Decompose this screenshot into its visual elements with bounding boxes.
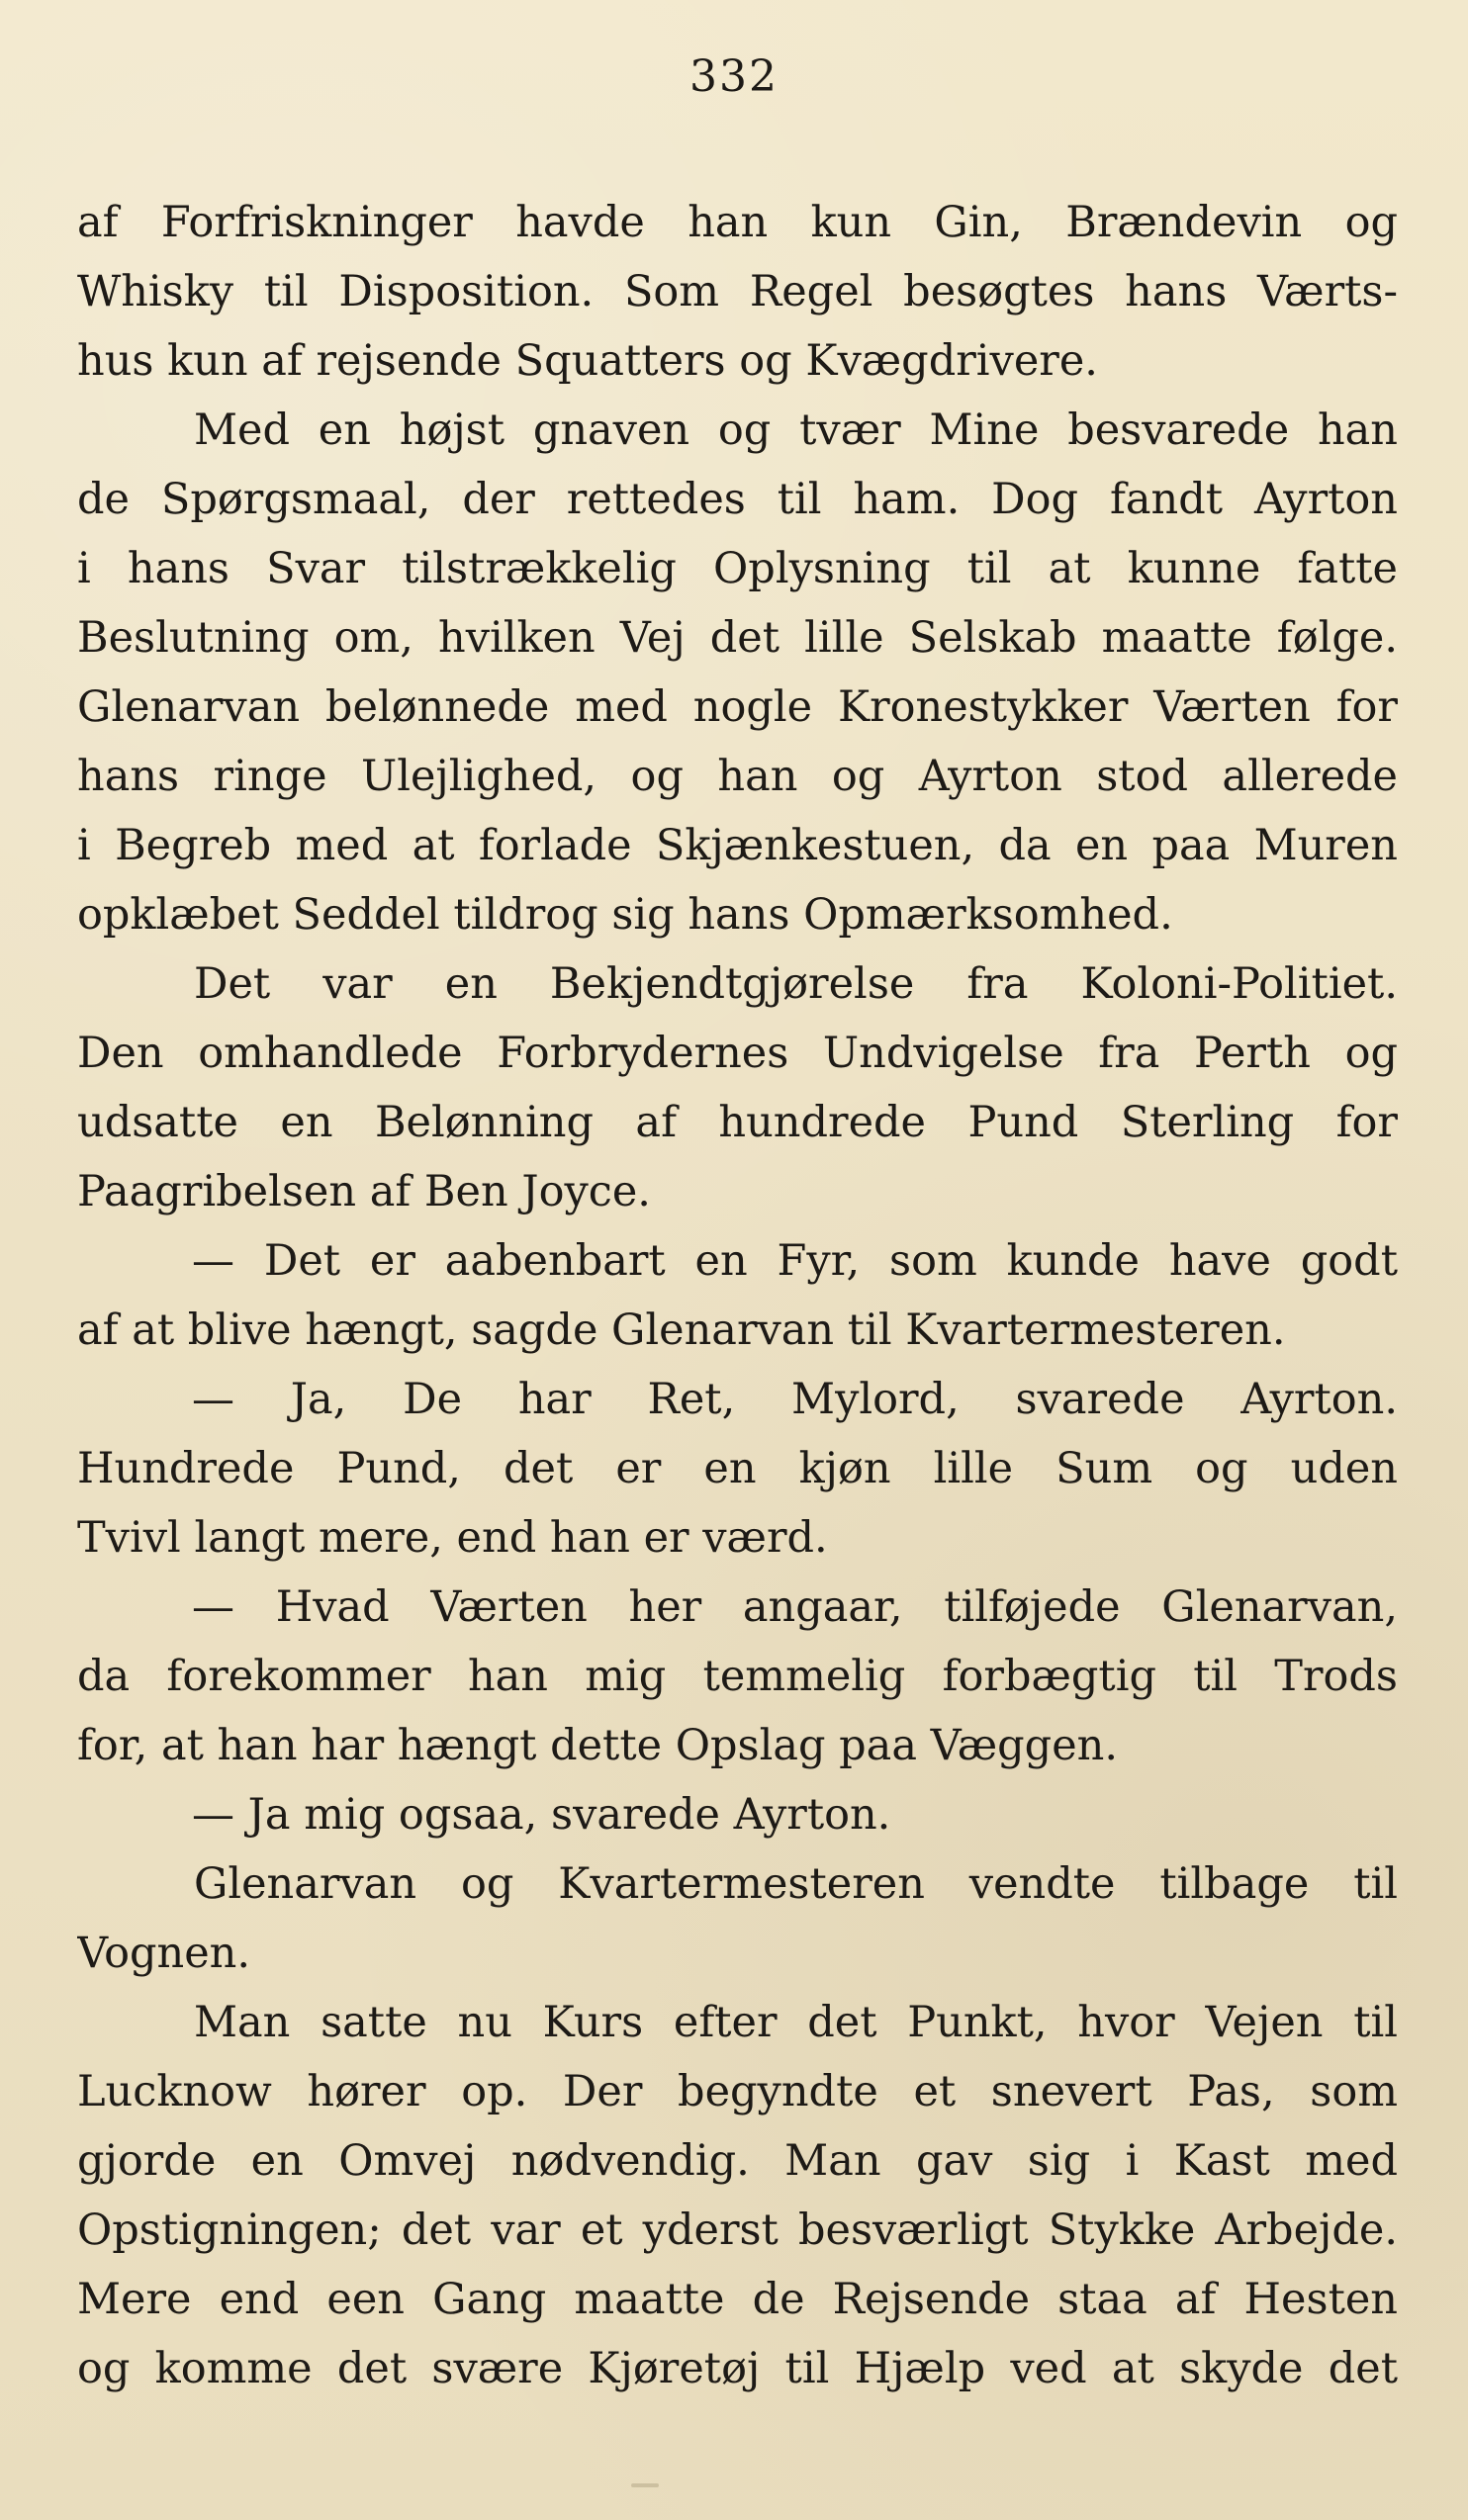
text-line: Opstigningen; det var et yderst besværligt Stykke Arbejde. (77, 2205, 1398, 2255)
paper-mark (631, 2483, 659, 2487)
text-line: Whisky til Disposition. Som Regel besøgtes hans Værts- (77, 267, 1398, 316)
text-line: Hundrede Pund, det er en kjøn lille Sum og uden (77, 1444, 1398, 1493)
text-line: for, at han har hængt dette Opslag paa Væggen. (77, 1721, 1119, 1770)
text-line: Den omhandlede Forbrydernes Undvigelse fra Perth og (77, 1029, 1398, 1078)
text-line: i hans Svar tilstrækkelig Oplysning til at kunne fatte (77, 544, 1398, 593)
text-line: og komme det svære Kjøretøj til Hjælp ved at skyde det (77, 2344, 1398, 2393)
text-line: — Det er aabenbart en Fyr, som kunde have godt (192, 1236, 1398, 1286)
text-line: hus kun af rejsende Squatters og Kvægdrivere. (77, 336, 1098, 386)
text-line: Glenarvan belønnede med nogle Kronestykker Værten for (77, 682, 1398, 732)
text-line: Med en højst gnaven og tvær Mine besvarede han (194, 405, 1398, 455)
text-line: — Hvad Værten her angaar, tilføjede Glenarvan, (192, 1582, 1398, 1632)
text-line: Glenarvan og Kvartermesteren vendte tilbage til (194, 1859, 1398, 1909)
text-line: udsatte en Belønning af hundrede Pund Sterling for (77, 1098, 1398, 1147)
text-line: opklæbet Seddel tildrog sig hans Opmærksomhed. (77, 890, 1173, 940)
text-line: af at blive hængt, sagde Glenarvan til Kvartermesteren. (77, 1305, 1286, 1355)
text-line: gjorde en Omvej nødvendig. Man gav sig i Kast med (77, 2136, 1398, 2186)
text-line: af Forfriskninger havde han kun Gin, Brændevin og (77, 198, 1398, 247)
text-line: da forekommer han mig temmelig forbægtig til Trods (77, 1652, 1398, 1701)
text-line: Man satte nu Kurs efter det Punkt, hvor Vejen til (194, 1998, 1398, 2047)
text-line: Det var en Bekjendtgjørelse fra Koloni-Politiet. (194, 959, 1398, 1009)
text-line: Tvivl langt mere, end han er værd. (77, 1513, 828, 1563)
text-line: — Ja, De har Ret, Mylord, svarede Ayrton. (192, 1375, 1398, 1424)
body-text (77, 188, 1398, 2403)
text-line: Vognen. (77, 1929, 251, 1978)
text-line: i Begreb med at forlade Skjænkestuen, da en paa Muren (77, 821, 1398, 870)
text-line: hans ringe Ulejlighed, og han og Ayrton stod allerede (77, 752, 1398, 801)
text-line: Mere end een Gang maatte de Rejsende staa af Hesten (77, 2275, 1398, 2324)
text-line: de Spørgsmaal, der rettedes til ham. Dog fandt Ayrton (77, 475, 1398, 524)
text-line: — Ja mig ogsaa, svarede Ayrton. (192, 1790, 891, 1840)
text-line: Beslutning om, hvilken Vej det lille Selskab maatte følge. (77, 613, 1398, 663)
page-number: 332 (689, 51, 779, 102)
text-line: Paagribelsen af Ben Joyce. (77, 1167, 651, 1216)
text-line: Lucknow hører op. Der begyndte et snevert Pas, som (77, 2067, 1398, 2116)
